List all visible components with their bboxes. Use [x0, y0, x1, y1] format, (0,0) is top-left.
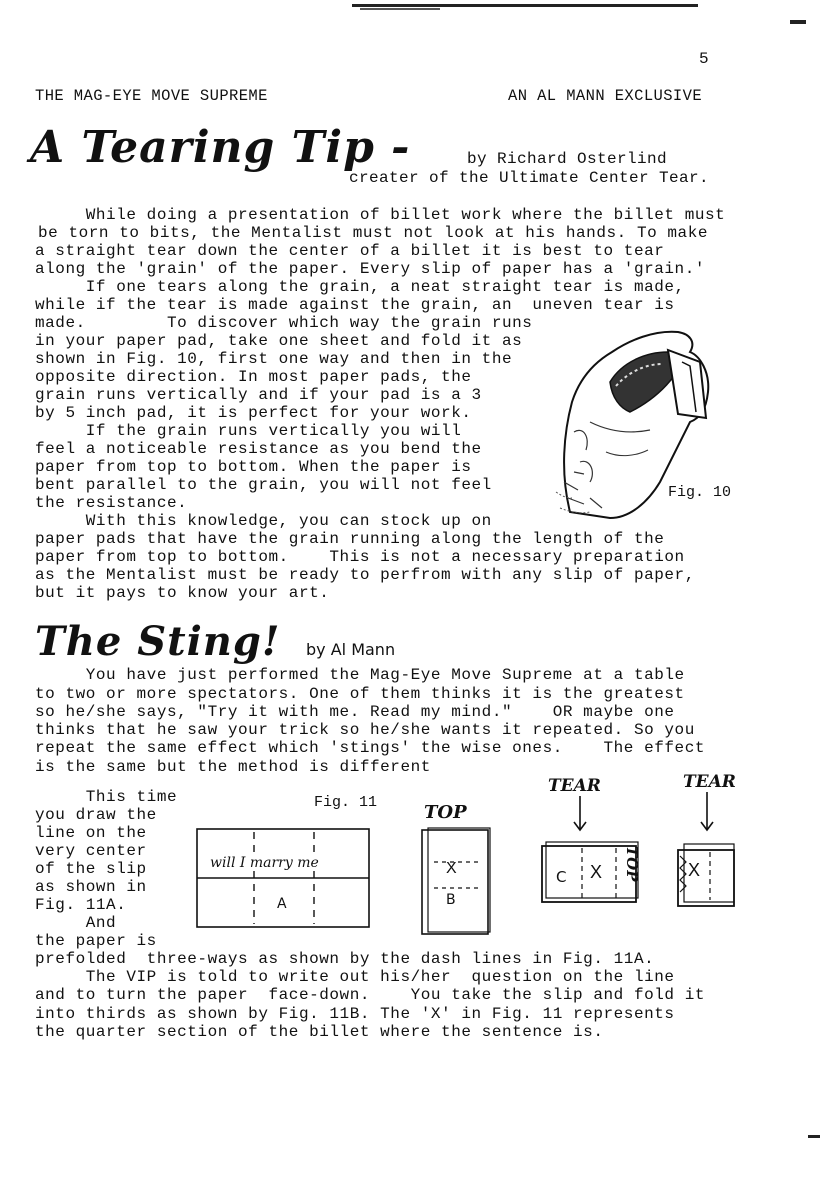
- body-line: as shown in: [35, 878, 147, 896]
- tear-label-left: TEAR: [548, 776, 601, 796]
- body-line: paper from top to bottom. When the paper is: [35, 458, 472, 476]
- body-line: This time: [35, 788, 178, 806]
- page-number: 5: [699, 50, 710, 68]
- body-line: opposite direction. In most paper pads, the: [35, 368, 472, 386]
- body-line: the quarter section of the billet where the sentence is.: [35, 1023, 604, 1041]
- running-header-left: THE MAG-EYE MOVE SUPREME: [35, 87, 268, 105]
- article1-title: A Tearing Tip -: [30, 122, 411, 173]
- body-line: but it pays to know your art.: [35, 584, 330, 602]
- body-line: of the slip: [35, 860, 147, 878]
- body-line: very center: [35, 842, 147, 860]
- body-line: by 5 inch pad, it is perfect for your work.: [35, 404, 472, 422]
- fig11-label: Fig. 11: [314, 794, 378, 811]
- body-line: feel a noticeable resistance as you bend the: [35, 440, 482, 458]
- fig11b-label: B: [446, 892, 456, 908]
- body-line: bent parallel to the grain, you will not feel: [35, 476, 492, 494]
- body-line: prefolded three-ways as shown by the dash lines in Fig. 11A.: [35, 950, 655, 968]
- body-line: the resistance.: [35, 494, 188, 512]
- body-line: shown in Fig. 10, first one way and then in the: [35, 350, 513, 368]
- body-line: If the grain runs vertically you will: [35, 422, 462, 440]
- body-line: line on the: [35, 824, 147, 842]
- body-line: to two or more spectators. One of them thinks it is the greatest: [35, 685, 685, 703]
- article1-byline-credit: creater of the Ultimate Center Tear.: [349, 169, 710, 187]
- article1-byline: by Richard Osterlind: [467, 150, 668, 168]
- body-line: a straight tear down the center of a billet it is best to tear: [35, 242, 665, 260]
- fig11b-top-label: TOP: [424, 802, 467, 823]
- fig11b-folded-slip-diagram: [420, 826, 496, 938]
- slip-handwritten-question: will I marry me: [210, 855, 319, 871]
- arrow-down-icon: [570, 796, 590, 832]
- body-line: be torn to bits, the Mentalist must not look at his hands. To make: [38, 224, 709, 242]
- body-line: while if the tear is made against the grain, an uneven tear is: [35, 296, 675, 314]
- fig11d-folded-slip-diagram: [674, 840, 738, 908]
- article2-title: The Sting!: [35, 618, 281, 665]
- body-line: You have just performed the Mag-Eye Move Supreme at a table: [35, 666, 685, 684]
- fig11a-label: A: [277, 896, 287, 912]
- body-line: paper from top to bottom. This is not a necessary preparation: [35, 548, 685, 566]
- edge-mark-bottom: [808, 1135, 820, 1138]
- fig11c-label: C: [556, 868, 567, 886]
- article2-byline: by Al Mann: [306, 640, 396, 659]
- body-line: so he/she says, "Try it with me. Read my mind." OR maybe one: [35, 703, 675, 721]
- body-line: you draw the: [35, 806, 157, 824]
- body-line: repeat the same effect which 'stings' the wise ones. The effect: [35, 739, 706, 757]
- body-line: thinks that he saw your trick so he/she wants it repeated. So you: [35, 721, 695, 739]
- body-line: into thirds as shown by Fig. 11B. The 'X' in Fig. 11 represents: [35, 1005, 675, 1023]
- body-line: If one tears along the grain, a neat straight tear is made,: [35, 278, 685, 296]
- body-line: along the 'grain' of the paper. Every slip of paper has a 'grain.': [35, 260, 706, 278]
- tear-label-right: TEAR: [683, 772, 736, 792]
- fig11c-top-rotated-label: TOP: [623, 846, 641, 882]
- body-line: The VIP is told to write out his/her question on the line: [35, 968, 675, 986]
- body-line: in your paper pad, take one sheet and fold it as: [35, 332, 523, 350]
- body-line: And: [35, 914, 117, 932]
- body-line: paper pads that have the grain running along the length of the: [35, 530, 665, 548]
- body-line: made. To discover which way the grain runs: [35, 314, 533, 332]
- fig11b-x-mark: X: [446, 860, 457, 877]
- fig11a-slip-diagram: [196, 828, 372, 930]
- scan-line-artifact: [352, 4, 698, 7]
- fig10-label: Fig. 10: [668, 484, 732, 501]
- body-line: the paper is: [35, 932, 157, 950]
- scan-line-artifact-2: [360, 8, 440, 10]
- arrow-down-icon: [697, 792, 717, 832]
- body-line: Fig. 11A.: [35, 896, 127, 914]
- fig11d-x-mark: X: [688, 860, 701, 880]
- fig11c-x-mark: X: [590, 862, 603, 882]
- edge-mark-top: [790, 20, 806, 24]
- body-line: and to turn the paper face-down. You take the slip and fold it: [35, 986, 706, 1004]
- body-line: While doing a presentation of billet work where the billet must: [35, 206, 726, 224]
- body-line: is the same but the method is different: [35, 758, 431, 776]
- body-line: With this knowledge, you can stock up on: [35, 512, 492, 530]
- body-line: grain runs vertically and if your pad is a 3: [35, 386, 482, 404]
- running-header-right: AN AL MANN EXCLUSIVE: [508, 87, 703, 105]
- body-line: as the Mentalist must be ready to perfrom with any slip of paper,: [35, 566, 695, 584]
